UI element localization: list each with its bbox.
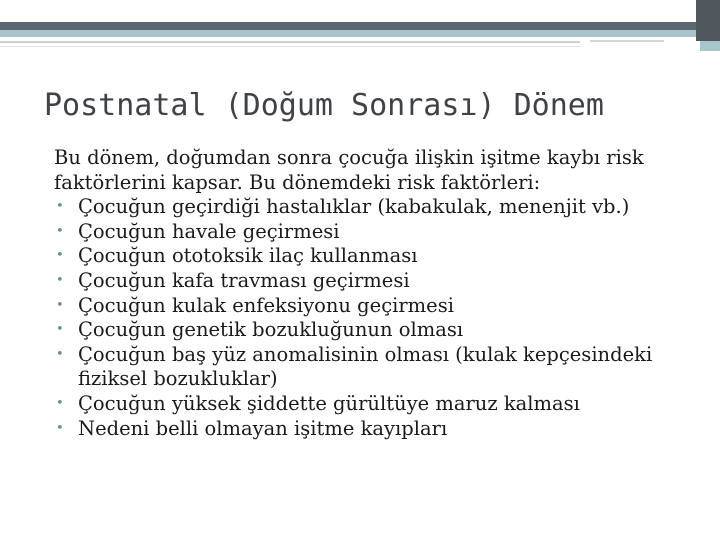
- list-item-text: Çocuğun yüksek şiddette gürültüye maruz kalması: [78, 391, 580, 415]
- list-item: [54, 269, 694, 294]
- list-item: [54, 392, 694, 417]
- top-thin-divider-secondary: [0, 46, 580, 47]
- risk-factor-list: [54, 195, 694, 441]
- list-item: [54, 195, 694, 220]
- corner-accent-teal: [700, 41, 720, 51]
- top-thin-divider: [0, 41, 580, 43]
- bullet-dot-icon: •: [56, 322, 64, 338]
- list-item-text: Çocuğun baş yüz anomalisinin olması (kulak kepçesindeki fiziksel bozukluklar): [78, 342, 653, 391]
- corner-accent-dark: [696, 0, 720, 41]
- list-item-text: Çocuğun genetik bozukluğunun olması: [78, 318, 464, 342]
- bullet-dot-icon: •: [56, 223, 64, 239]
- list-item: [54, 294, 694, 319]
- intro-paragraph: Bu dönem, doğumdan sonra çocuğa ilişkin işitme kaybı risk faktörlerini kapsar. Bu dönemdeki risk faktörleri:: [54, 146, 644, 194]
- list-item-text: Çocuğun kulak enfeksiyonu geçirmesi: [78, 293, 454, 317]
- list-item-text: Nedeni belli olmayan işitme kayıpları: [78, 416, 448, 440]
- bullet-dot-icon: •: [56, 272, 64, 288]
- bullet-dot-icon: •: [56, 199, 64, 215]
- list-item: [54, 220, 694, 245]
- top-right-short-divider: [590, 40, 664, 42]
- bullet-dot-icon: •: [56, 297, 64, 313]
- list-item: [54, 318, 694, 343]
- bullet-dot-icon: •: [56, 420, 64, 436]
- bullet-dot-icon: •: [56, 346, 64, 362]
- list-item: [54, 417, 694, 442]
- slide-title: Postnatal (Doğum Sonrası) Dönem: [44, 88, 604, 123]
- list-item: [54, 343, 694, 392]
- list-item-text: Çocuğun kafa travması geçirmesi: [78, 268, 410, 292]
- list-item-text: Çocuğun geçirdiği hastalıklar (kabakulak, menenjit vb.): [78, 195, 630, 219]
- bullet-dot-icon: •: [56, 248, 64, 264]
- top-accent-bar-teal: [0, 30, 696, 37]
- top-accent-bar-dark: [0, 22, 696, 30]
- list-item-text: Çocuğun havale geçirmesi: [78, 219, 340, 243]
- list-item: [54, 244, 694, 269]
- bullet-dot-icon: •: [56, 395, 64, 411]
- list-item-text: Çocuğun ototoksik ilaç kullanması: [78, 244, 418, 268]
- slide-body: [54, 146, 694, 441]
